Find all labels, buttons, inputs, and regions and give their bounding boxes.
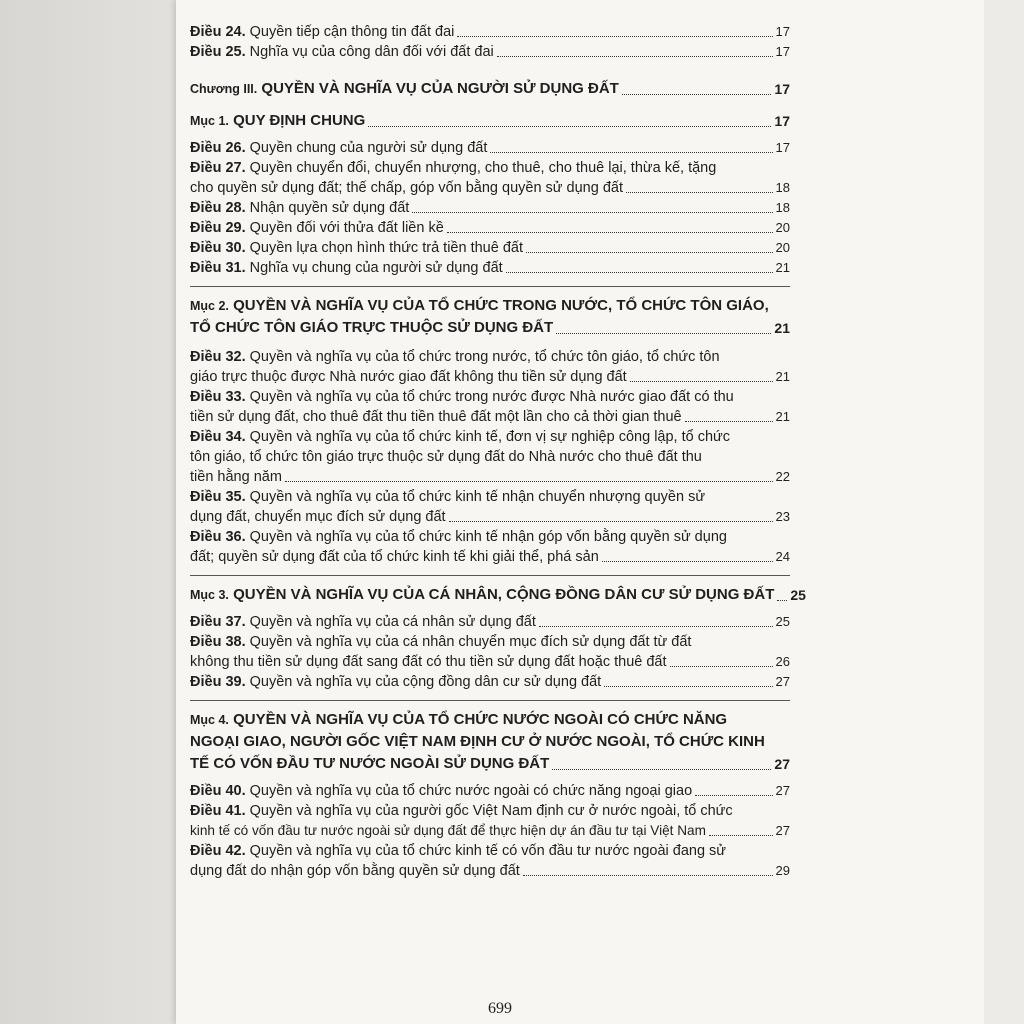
dot-leader: [604, 685, 772, 687]
entry-title-line-2: dụng đất, chuyển mục đích sử dụng đất: [190, 509, 446, 525]
section-title-line-2: TỔ CHỨC TÔN GIÁO TRỰC THUỘC SỬ DỤNG ĐẤT: [190, 319, 554, 336]
entry-title-line-2: tiền sử dụng đất, cho thuê đất thu tiền thuê đất một lần cho cả thời gian thuê: [190, 409, 682, 425]
dot-leader: [602, 560, 773, 562]
section-prefix: Mục 3.: [190, 588, 229, 602]
entry-title-line-2: kinh tế có vốn đầu tư nước ngoài sử dụng đất để thực hiện dự án đầu tư tại Việt Nam: [190, 823, 706, 838]
page-ref: 22: [775, 469, 790, 484]
toc-entry-dieu-30[interactable]: [190, 238, 790, 258]
dot-leader: [709, 834, 773, 836]
dot-leader: [368, 125, 771, 127]
section-divider: [190, 575, 790, 576]
toc-section-2[interactable]: [190, 295, 790, 339]
chapter-prefix: Chương III.: [190, 82, 258, 96]
page-ref: 20: [775, 220, 790, 235]
entry-prefix: Điều 34.: [190, 429, 246, 445]
entry-title-line-1: Quyền và nghĩa vụ của tổ chức trong nước, tổ chức tôn giáo, tổ chức tôn: [249, 349, 720, 365]
entry-prefix: Điều 29.: [190, 220, 246, 236]
dot-leader: [685, 420, 773, 422]
toc-entry-dieu-33[interactable]: [190, 387, 790, 427]
toc-entry-dieu-28[interactable]: [190, 198, 790, 218]
toc-entry-dieu-27[interactable]: [190, 158, 790, 198]
entry-title: Nghĩa vụ của công dân đối với đất đai: [249, 44, 494, 60]
entry-prefix: Điều 35.: [190, 489, 246, 505]
entry-title-line-1: Quyền và nghĩa vụ của tổ chức kinh tế, đơn vị sự nghiệp công lập, tổ chức: [249, 429, 730, 445]
toc-entry-dieu-39[interactable]: [190, 672, 790, 692]
toc-entry-dieu-41[interactable]: [190, 801, 790, 841]
page-edge: [984, 0, 1024, 1024]
page-ref: 17: [775, 140, 790, 155]
dot-leader: [449, 520, 773, 522]
dot-leader: [695, 794, 772, 796]
entry-prefix: Điều 41.: [190, 803, 246, 819]
toc-entry-dieu-37[interactable]: [190, 612, 790, 632]
page-ref: 24: [775, 549, 790, 564]
page-ref: 25: [790, 587, 806, 603]
entry-title-line-2: cho quyền sử dụng đất; thế chấp, góp vốn bằng quyền sử dụng đất: [190, 180, 623, 196]
entry-title-line-1: Quyền và nghĩa vụ của tổ chức kinh tế nhận góp vốn bằng quyền sử dụng: [249, 529, 727, 545]
chapter-title: QUYỀN VÀ NGHĨA VỤ CỦA NGƯỜI SỬ DỤNG ĐẤT: [261, 80, 619, 97]
page-ref: 21: [774, 320, 790, 336]
entry-prefix: Điều 39.: [190, 674, 246, 690]
entry-title: Quyền đối với thửa đất liền kề: [249, 220, 444, 236]
dot-leader: [539, 625, 773, 627]
entry-title-line-2: không thu tiền sử dụng đất sang đất có thu tiền sử dụng đất hoặc thuê đất: [190, 654, 667, 670]
entry-title: Nghĩa vụ chung của người sử dụng đất: [249, 260, 503, 276]
page-ref: 23: [775, 509, 790, 524]
toc-section-4[interactable]: [190, 709, 790, 775]
page-ref: 27: [775, 823, 790, 838]
dot-leader: [490, 151, 772, 153]
entry-prefix: Điều 37.: [190, 614, 246, 630]
entry-title-line-1: Quyền và nghĩa vụ của tổ chức trong nước được Nhà nước giao đất có thu: [249, 389, 734, 405]
page-ref: 18: [775, 200, 790, 215]
section-title: QUY ĐỊNH CHUNG: [233, 112, 366, 129]
dot-leader: [457, 35, 772, 37]
entry-title: Quyền và nghĩa vụ của cá nhân sử dụng đất: [249, 614, 536, 630]
toc-entry-dieu-29[interactable]: [190, 218, 790, 238]
section-title-line-2: NGOẠI GIAO, NGƯỜI GỐC VIỆT NAM ĐỊNH CƯ Ở NƯỚC NGOÀI, TỔ CHỨC KINH: [190, 733, 765, 750]
entry-prefix: Điều 40.: [190, 783, 246, 799]
toc-entry-dieu-31[interactable]: [190, 258, 790, 278]
page-ref: 21: [775, 409, 790, 424]
dot-leader: [506, 271, 773, 273]
toc-chapter-3[interactable]: [190, 78, 790, 100]
dot-leader: [622, 93, 772, 95]
dot-leader: [526, 251, 773, 253]
entry-title-line-2: đất; quyền sử dụng đất của tổ chức kinh tế khi giải thể, phá sản: [190, 549, 599, 565]
entry-title-line-3: tiền hằng năm: [190, 469, 282, 485]
toc-entry-dieu-26[interactable]: [190, 138, 790, 158]
entry-title-line-1: Quyền và nghĩa vụ của cá nhân chuyển mục đích sử dụng đất từ đất: [249, 634, 692, 650]
page-ref: 17: [775, 44, 790, 59]
page-ref: 27: [775, 674, 790, 689]
page-ref: 17: [775, 24, 790, 39]
entry-title-line-2: dụng đất do nhận góp vốn bằng quyền sử dụng đất: [190, 863, 520, 879]
section-divider: [190, 700, 790, 701]
entry-title-line-1: Quyền và nghĩa vụ của tổ chức kinh tế nhận chuyển nhượng quyền sử: [249, 489, 706, 505]
entry-prefix: Điều 25.: [190, 44, 246, 60]
page-ref: 21: [775, 369, 790, 384]
page-number: 699: [488, 1000, 512, 1017]
dot-leader: [497, 55, 773, 57]
page-ref: 20: [775, 240, 790, 255]
entry-prefix: Điều 31.: [190, 260, 246, 276]
entry-title-line-1: Quyền và nghĩa vụ của tổ chức kinh tế có vốn đầu tư nước ngoài đang sử: [249, 843, 727, 859]
entry-title-line-1: Quyền và nghĩa vụ của người gốc Việt Nam định cư ở nước ngoài, tổ chức: [249, 803, 733, 819]
entry-title: Quyền tiếp cận thông tin đất đai: [249, 24, 455, 40]
dot-leader: [670, 665, 773, 667]
dot-leader: [556, 332, 771, 334]
page-ref: 21: [775, 260, 790, 275]
section-title-line-3: TẾ CÓ VỐN ĐẦU TƯ NƯỚC NGOÀI SỬ DỤNG ĐẤT: [190, 755, 550, 772]
page-ref: 27: [775, 783, 790, 798]
toc-entry-dieu-25[interactable]: [190, 42, 790, 62]
dot-leader: [777, 599, 787, 601]
dot-leader: [447, 231, 773, 233]
entry-prefix: Điều 42.: [190, 843, 246, 859]
entry-title: Quyền chung của người sử dụng đất: [249, 140, 488, 156]
entry-title: Quyền và nghĩa vụ của cộng đồng dân cư sử dụng đất: [249, 674, 602, 690]
entry-title-line-2: tôn giáo, tổ chức tôn giáo trực thuộc sử dụng đất do Nhà nước cho thuê đất thu: [190, 449, 702, 465]
entry-prefix: Điều 32.: [190, 349, 246, 365]
entry-prefix: Điều 30.: [190, 240, 246, 256]
toc-section-3[interactable]: [190, 584, 806, 606]
entry-prefix: Điều 27.: [190, 160, 246, 176]
entry-prefix: Điều 36.: [190, 529, 246, 545]
dot-leader: [552, 768, 771, 770]
toc-section-1[interactable]: [190, 110, 790, 132]
dot-leader: [626, 191, 773, 193]
page-ref: 27: [774, 756, 790, 772]
entry-title-line-1: Quyền chuyển đổi, chuyển nhượng, cho thuê, cho thuê lại, thừa kế, tặng: [249, 160, 717, 176]
page-ref: 17: [774, 113, 790, 129]
toc-entry-dieu-38[interactable]: [190, 632, 790, 672]
dot-leader: [412, 211, 772, 213]
entry-prefix: Điều 33.: [190, 389, 246, 405]
toc-entry-dieu-24[interactable]: [190, 22, 790, 42]
entry-title: Quyền lựa chọn hình thức trả tiền thuê đất: [249, 240, 523, 256]
toc-entry-dieu-42[interactable]: [190, 841, 790, 881]
section-title: QUYỀN VÀ NGHĨA VỤ CỦA CÁ NHÂN, CỘNG ĐỒNG DÂN CƯ SỬ DỤNG ĐẤT: [233, 586, 775, 603]
section-title-line-1: QUYỀN VÀ NGHĨA VỤ CỦA TỔ CHỨC TRONG NƯỚC, TỔ CHỨC TÔN GIÁO,: [233, 297, 769, 314]
page-ref: 17: [774, 81, 790, 97]
toc-entry-dieu-35[interactable]: [190, 487, 790, 527]
entry-title-line-2: giáo trực thuộc được Nhà nước giao đất không thu tiền sử dụng đất: [190, 369, 627, 385]
entry-prefix: Điều 28.: [190, 200, 246, 216]
page-ref: 18: [775, 180, 790, 195]
entry-prefix: Điều 26.: [190, 140, 246, 156]
section-title-line-1: QUYỀN VÀ NGHĨA VỤ CỦA TỔ CHỨC NƯỚC NGOÀI CÓ CHỨC NĂNG: [233, 711, 728, 728]
dot-leader: [630, 380, 773, 382]
toc-entry-dieu-36[interactable]: [190, 527, 790, 567]
toc-entry-dieu-34[interactable]: [190, 427, 790, 487]
page-ref: 29: [775, 863, 790, 878]
page-ref: 25: [775, 614, 790, 629]
dot-leader: [285, 480, 773, 482]
toc-entry-dieu-32[interactable]: [190, 347, 790, 387]
section-divider: [190, 286, 790, 287]
table-of-contents: [190, 22, 806, 881]
dot-leader: [523, 874, 773, 876]
entry-prefix: Điều 38.: [190, 634, 246, 650]
section-prefix: Mục 1.: [190, 114, 229, 128]
entry-title: Nhận quyền sử dụng đất: [249, 200, 410, 216]
toc-entry-dieu-40[interactable]: [190, 781, 790, 801]
page-ref: 26: [775, 654, 790, 669]
entry-prefix: Điều 24.: [190, 24, 246, 40]
section-prefix: Mục 2.: [190, 299, 229, 313]
book-gutter-shadow: [0, 0, 176, 1024]
entry-title: Quyền và nghĩa vụ của tổ chức nước ngoài có chức năng ngoại giao: [249, 783, 693, 799]
section-prefix: Mục 4.: [190, 713, 229, 727]
